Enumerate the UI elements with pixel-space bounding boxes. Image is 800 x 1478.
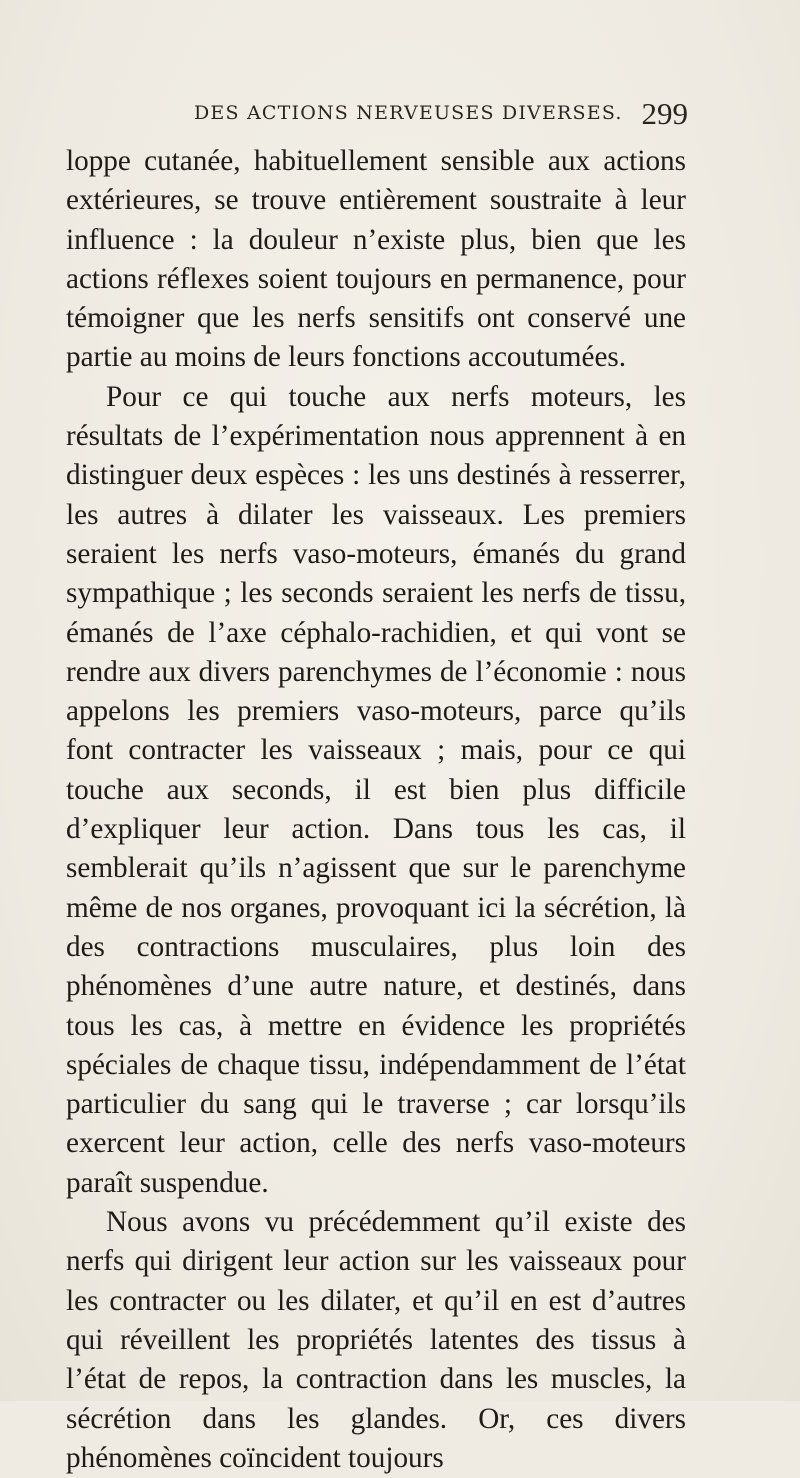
paragraph-nerfs-moteurs: Pour ce qui touche aux nerfs moteurs, les résultats de l’expérimentation nous apprennent à en distinguer deux espèces : les uns destinés à resserrer, les autres à dilater les vaisseaux. Les premiers seraient les nerfs vaso-moteurs, émanés du grand sympathique ; les seconds seraient les nerfs de tissu, émanés de l’axe céphalo-rachidien, et qui vont se rendre aux divers parenchymes de l’économie : nous appelons les premiers vaso-moteurs, parce qu’ils font contracter les vaisseaux ; mais, pour ce qui touche aux seconds, il est bien plus difficile d’expliquer leur action. Dans tous les cas, il semblerait qu’ils n’agissent que sur le parenchyme même de nos organes, provoquant ici la sécrétion, là des contractions musculaires, plus loin des phénomènes d’une autre nature, et destinés, dans tous les cas, à mettre en évidence les propriétés spéciales de chaque tissu, indépendamment de l’état particulier du sang qui le traverse ; car lorsqu’ils exercent leur action, celle des nerfs vaso-moteurs paraît suspendue.: [66, 380, 686, 1199]
page-header: [66, 96, 688, 140]
running-title: DES ACTIONS NERVEUSES DIVERSES.: [194, 102, 623, 124]
page-number: 299: [641, 96, 688, 131]
paragraph-nous-avons-vu: Nous avons vu précédemment qu’il existe des nerfs qui dirigent leur action sur les vaisseaux pour les contracter ou les dilater, et qu’il en est d’autres qui réveillent les propriétés latentes des tissus à l’état de repos, la contraction dans les muscles, la sécrétion dans les glandes. Or, ces divers phénomènes coïncident toujours: [66, 1206, 686, 1474]
paragraph-continued: loppe cutanée, habituellement sensible aux actions extérieures, se trouve entièrement soustraite à leur influence : la douleur n’existe plus, bien que les actions réflexes soient toujours en permanence, pour témoigner que les nerfs sensitifs ont conservé une partie au moins de leurs fonctions accoutumées.: [66, 145, 686, 374]
body-text: [66, 142, 686, 1478]
